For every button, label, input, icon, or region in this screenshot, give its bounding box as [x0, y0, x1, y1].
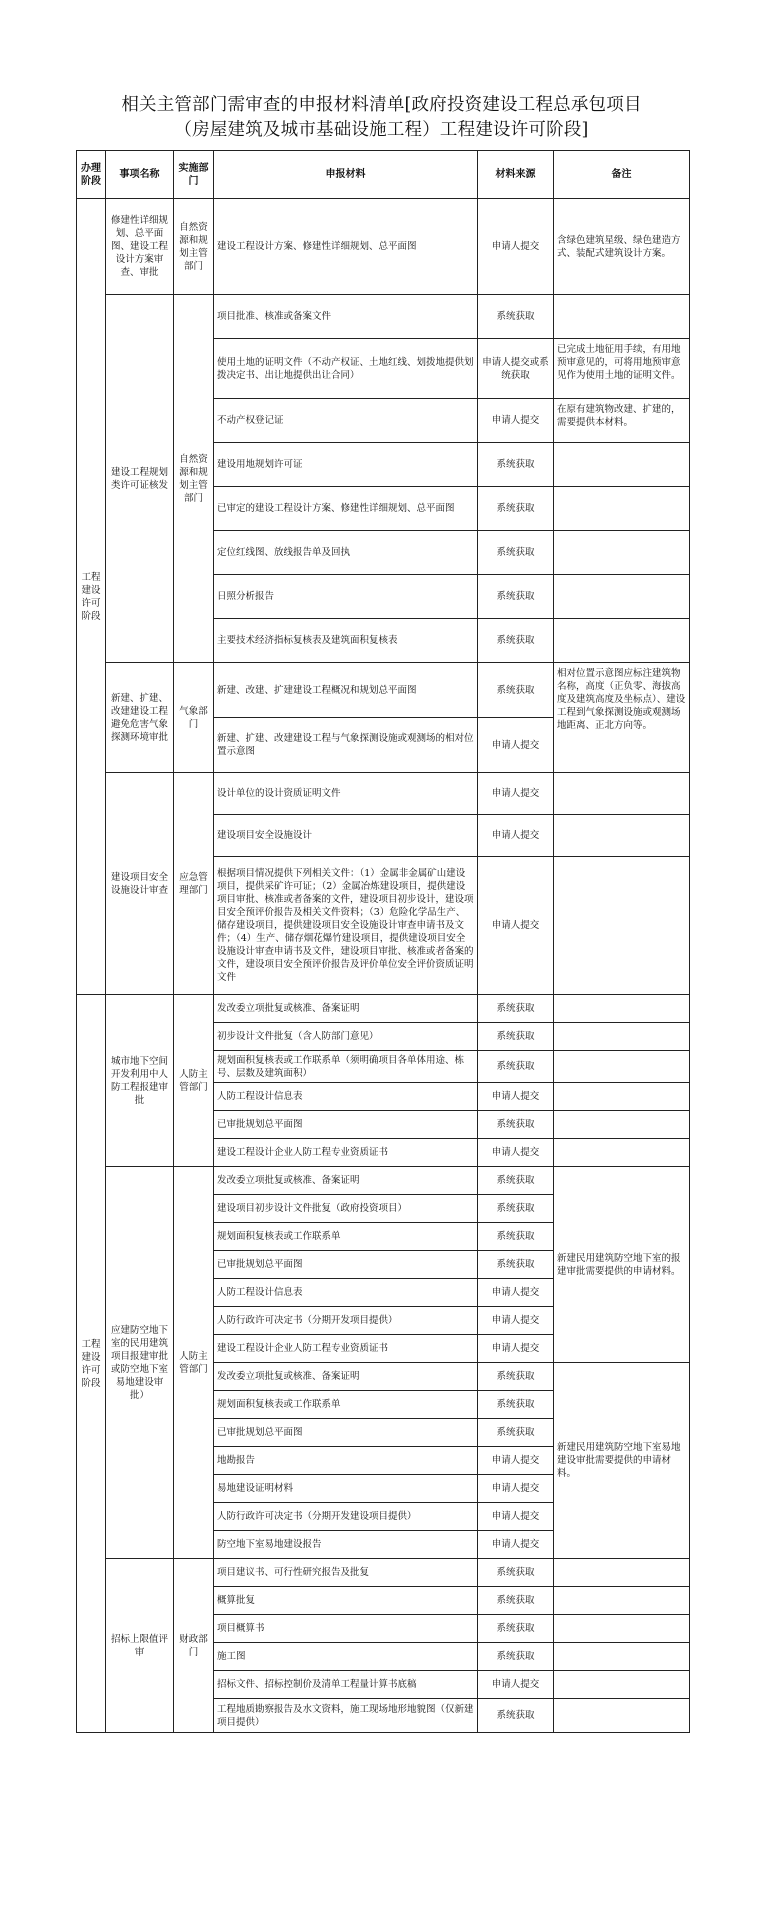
- material-cell: 建设工程设计企业人防工程专业资质证书: [214, 1335, 478, 1363]
- source-cell: 系统获取: [478, 1167, 554, 1195]
- source-cell: 系统获取: [478, 1615, 554, 1643]
- material-cell: 项目建议书、可行性研究报告及批复: [214, 1559, 478, 1587]
- material-cell: 人防行政许可决定书（分期开发建设项目提供）: [214, 1503, 478, 1531]
- material-cell: 规划面积复核表或工作联系单（须明确项目各单体用途、栋号、层数及建筑面积）: [214, 1051, 478, 1083]
- material-cell: 发改委立项批复或核准、备案证明: [214, 1363, 478, 1391]
- material-cell: 根据项目情况提供下列相关文件：（1）金属非金属矿山建设项目，提供采矿许可证；（2）金属冶炼建设项目，提供建设项目审批、核准或者备案的文件，建设项目初步设计，建设项目安全预评价报告及相关文件资料；（3）危险化学品生产、储存建设项目，提供建设项目安全设施设计审查申请书及文件；（4）生产、储存烟花爆竹建设项目，提供建设项目安全设施设计审查申请书及文件，建设项目审批、核准或者备案的文件，建设项目安全预评价报告及评价单位安全评价资质证明文件: [214, 857, 478, 995]
- material-cell: 日照分析报告: [214, 575, 478, 619]
- material-cell: 发改委立项批复或核准、备案证明: [214, 995, 478, 1023]
- source-cell: 系统获取: [478, 663, 554, 718]
- document-title-line-1: 相关主管部门需审查的申报材料清单[政府投资建设工程总承包项目: [121, 95, 642, 115]
- source-cell: 系统获取: [478, 1223, 554, 1251]
- material-cell: 招标文件、招标控制价及清单工程量计算书底稿: [214, 1671, 478, 1699]
- source-cell: 申请人提交: [478, 1531, 554, 1559]
- material-cell: 已审定的建设工程设计方案、修建性详细规划、总平面图: [214, 487, 478, 531]
- material-cell: 使用土地的证明文件（不动产权证、土地红线、划拨地提供划拨决定书、出让地提供出让合同）: [214, 339, 478, 399]
- source-cell: 申请人提交或系统获取: [478, 339, 554, 399]
- item-name-cell: 修建性详细规划、总平面图、建设工程设计方案审查、审批: [106, 199, 174, 295]
- material-cell: 建设项目初步设计文件批复（政府投资项目）: [214, 1195, 478, 1223]
- department-cell: 人防主管部门: [174, 995, 214, 1167]
- department-cell: 人防主管部门: [174, 1167, 214, 1559]
- stage-cell: 工程建设许可阶段: [77, 199, 106, 995]
- item-name-cell: 招标上限值评审: [106, 1559, 174, 1733]
- material-cell: 建设用地规划许可证: [214, 443, 478, 487]
- department-cell: 气象部门: [174, 663, 214, 773]
- note-cell: 新建民用建筑防空地下室易地建设审批需要提供的申请材料。: [554, 1363, 690, 1559]
- note-cell: [554, 773, 690, 815]
- document-title-line-2: （房屋建筑及城市基础设施工程）工程建设许可阶段]: [174, 120, 589, 140]
- material-cell: 项目概算书: [214, 1615, 478, 1643]
- material-cell: 防空地下室易地建设报告: [214, 1531, 478, 1559]
- material-cell: 施工图: [214, 1643, 478, 1671]
- source-cell: 系统获取: [478, 531, 554, 575]
- source-cell: 申请人提交: [478, 1083, 554, 1111]
- source-cell: 系统获取: [478, 619, 554, 663]
- source-cell: 系统获取: [478, 1699, 554, 1733]
- source-cell: 系统获取: [478, 1251, 554, 1279]
- source-cell: 申请人提交: [478, 1307, 554, 1335]
- note-cell: [554, 1615, 690, 1643]
- department-cell: 财政部门: [174, 1559, 214, 1733]
- material-cell: 初步设计文件批复（含人防部门意见）: [214, 1023, 478, 1051]
- department-cell: 应急管理部门: [174, 773, 214, 995]
- table-row: [77, 663, 690, 718]
- material-cell: 建设项目安全设施设计: [214, 815, 478, 857]
- material-cell: 建设工程设计方案、修建性详细规划、总平面图: [214, 199, 478, 295]
- header-dept: 实施部门: [174, 151, 214, 199]
- material-cell: 定位红线图、放线报告单及回执: [214, 531, 478, 575]
- source-cell: 系统获取: [478, 575, 554, 619]
- source-cell: 申请人提交: [478, 1447, 554, 1475]
- material-cell: 易地建设证明材料: [214, 1475, 478, 1503]
- source-cell: 申请人提交: [478, 773, 554, 815]
- item-name-cell: 城市地下空间开发利用中人防工程报建审批: [106, 995, 174, 1167]
- note-cell: [554, 1139, 690, 1167]
- note-cell: 已完成土地征用手续，有用地预审意见的，可将用地预审意见作为使用土地的证明文件。: [554, 339, 690, 399]
- source-cell: 系统获取: [478, 1195, 554, 1223]
- source-cell: 申请人提交: [478, 1475, 554, 1503]
- source-cell: 系统获取: [478, 1419, 554, 1447]
- source-cell: 申请人提交: [478, 815, 554, 857]
- note-cell: 新建民用建筑防空地下室的报建审批需要提供的申请材料。: [554, 1167, 690, 1363]
- note-cell: [554, 1083, 690, 1111]
- material-cell: 概算批复: [214, 1587, 478, 1615]
- source-cell: 系统获取: [478, 487, 554, 531]
- source-cell: 系统获取: [478, 295, 554, 339]
- note-cell: [554, 995, 690, 1023]
- note-cell: [554, 295, 690, 339]
- note-cell: 在原有建筑物改建、扩建的，需要提供本材料。: [554, 399, 690, 443]
- material-cell: 人防工程设计信息表: [214, 1279, 478, 1307]
- source-cell: 系统获取: [478, 1559, 554, 1587]
- source-cell: 系统获取: [478, 1391, 554, 1419]
- note-cell: [554, 815, 690, 857]
- material-cell: 不动产权登记证: [214, 399, 478, 443]
- source-cell: 系统获取: [478, 1643, 554, 1671]
- header-item: 事项名称: [106, 151, 174, 199]
- stage-cell: 工程建设许可阶段: [77, 995, 106, 1733]
- material-cell: 规划面积复核表或工作联系单: [214, 1223, 478, 1251]
- department-cell: 自然资源和规划主管部门: [174, 199, 214, 295]
- note-cell: 含绿色建筑星级、绿色建造方式、装配式建筑设计方案。: [554, 199, 690, 295]
- source-cell: 系统获取: [478, 1051, 554, 1083]
- note-cell: [554, 857, 690, 995]
- note-cell: [554, 1643, 690, 1671]
- material-cell: 已审批规划总平面图: [214, 1419, 478, 1447]
- note-cell: [554, 1023, 690, 1051]
- table-row: [77, 1167, 690, 1195]
- note-cell: [554, 1111, 690, 1139]
- material-cell: 地勘报告: [214, 1447, 478, 1475]
- source-cell: 申请人提交: [478, 1279, 554, 1307]
- source-cell: 系统获取: [478, 1111, 554, 1139]
- note-cell: [554, 575, 690, 619]
- material-cell: 发改委立项批复或核准、备案证明: [214, 1167, 478, 1195]
- table-header-row: [77, 151, 690, 199]
- material-cell: 人防工程设计信息表: [214, 1083, 478, 1111]
- source-cell: 系统获取: [478, 1587, 554, 1615]
- note-cell: [554, 1559, 690, 1587]
- source-cell: 申请人提交: [478, 1139, 554, 1167]
- note-cell: 相对位置示意图应标注建筑物名称，高度（正负零、海拔高度及建筑高度及坐标点）、建设工程到气象探测设施或观测场地距离、正北方向等。: [554, 663, 690, 773]
- materials-table: [76, 150, 690, 1733]
- material-cell: 人防行政许可决定书（分期开发项目提供）: [214, 1307, 478, 1335]
- header-source: 材料来源: [478, 151, 554, 199]
- source-cell: 系统获取: [478, 1363, 554, 1391]
- item-name-cell: 建设项目安全设施设计审查: [106, 773, 174, 995]
- item-name-cell: 新建、扩建、改建建设工程避免危害气象探测环境审批: [106, 663, 174, 773]
- source-cell: 申请人提交: [478, 718, 554, 773]
- table-row: [77, 773, 690, 815]
- table-row: [77, 995, 690, 1023]
- note-cell: [554, 443, 690, 487]
- note-cell: [554, 619, 690, 663]
- material-cell: 已审批规划总平面图: [214, 1111, 478, 1139]
- material-cell: 项目批准、核准或备案文件: [214, 295, 478, 339]
- table-row: [77, 199, 690, 295]
- source-cell: 申请人提交: [478, 399, 554, 443]
- note-cell: [554, 1671, 690, 1699]
- source-cell: 申请人提交: [478, 1335, 554, 1363]
- table-row: [77, 295, 690, 339]
- material-cell: 主要技术经济指标复核表及建筑面积复核表: [214, 619, 478, 663]
- note-cell: [554, 1587, 690, 1615]
- item-name-cell: 建设工程规划类许可证核发: [106, 295, 174, 663]
- material-cell: 工程地质勘察报告及水文资料，施工现场地形地貌图（仅新建项目提供）: [214, 1699, 478, 1733]
- header-note: 备注: [554, 151, 690, 199]
- note-cell: [554, 1699, 690, 1733]
- source-cell: 系统获取: [478, 995, 554, 1023]
- material-cell: 新建、改建、扩建建设工程概况和规划总平面图: [214, 663, 478, 718]
- material-cell: 已审批规划总平面图: [214, 1251, 478, 1279]
- material-cell: 规划面积复核表或工作联系单: [214, 1391, 478, 1419]
- source-cell: 申请人提交: [478, 199, 554, 295]
- source-cell: 申请人提交: [478, 857, 554, 995]
- source-cell: 申请人提交: [478, 1671, 554, 1699]
- table-row: [77, 1559, 690, 1587]
- header-material: 申报材料: [214, 151, 478, 199]
- material-cell: 新建、扩建、改建建设工程与气象探测设施或观测场的相对位置示意图: [214, 718, 478, 773]
- material-cell: 建设工程设计企业人防工程专业资质证书: [214, 1139, 478, 1167]
- note-cell: [554, 487, 690, 531]
- note-cell: [554, 1051, 690, 1083]
- item-name-cell: 应建防空地下室的民用建筑项目报建审批或防空地下室易地建设审批）: [106, 1167, 174, 1559]
- header-stage: 办理阶段: [77, 151, 106, 199]
- source-cell: 申请人提交: [478, 1503, 554, 1531]
- note-cell: [554, 531, 690, 575]
- material-cell: 设计单位的设计资质证明文件: [214, 773, 478, 815]
- source-cell: 系统获取: [478, 443, 554, 487]
- department-cell: 自然资源和规划主管部门: [174, 295, 214, 663]
- source-cell: 系统获取: [478, 1023, 554, 1051]
